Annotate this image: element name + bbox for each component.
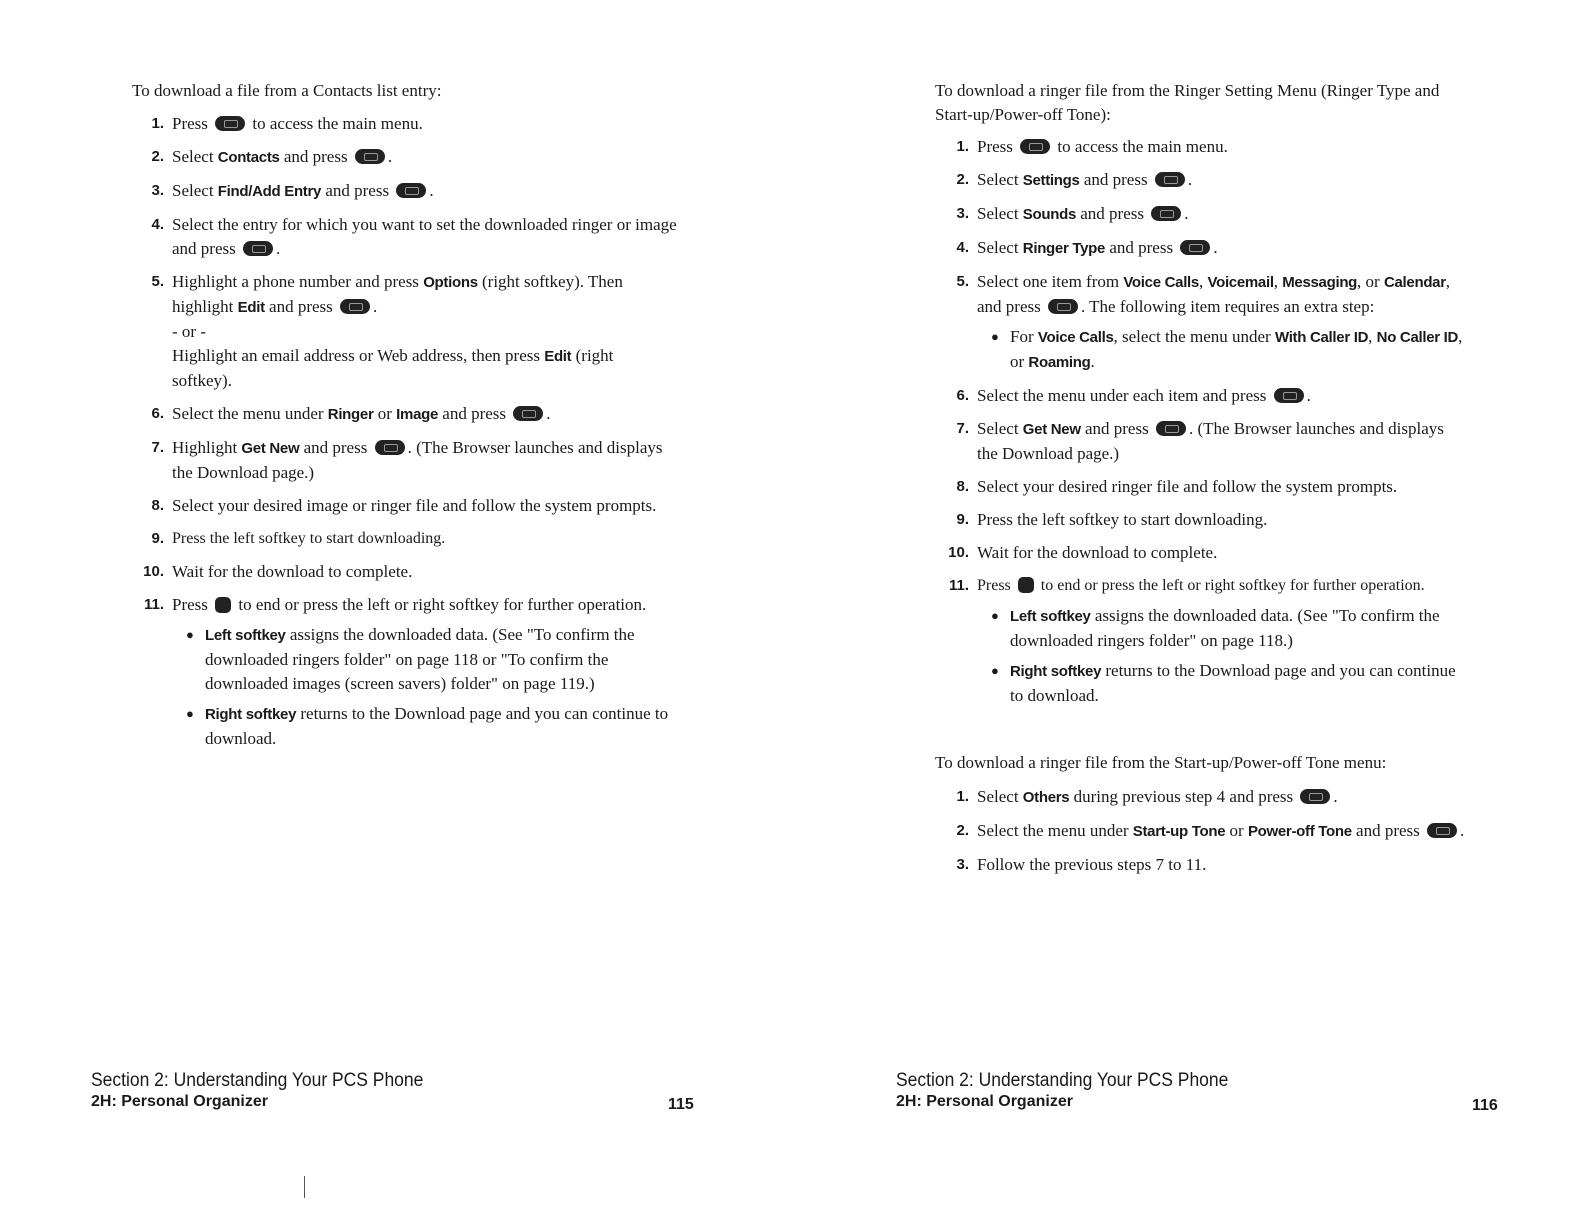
bullet-item: ● For Voice Calls, select the menu under With Caller ID, No Caller ID, or Roaming. [991, 327, 1463, 371]
page-number: 115 [668, 1096, 694, 1113]
bullet-item: ● Left softkey assigns the downloaded data. (See "To confirm the downloaded ringers folder" on page 118.) [991, 606, 1440, 650]
menu-ok-key-icon [1427, 823, 1457, 838]
bullet-list [172, 623, 677, 751]
step-6: 6. Select the menu under Ringer or Image and press . [151, 404, 551, 423]
menu-ok-key-icon [1048, 299, 1078, 314]
menu-ok-key-icon [355, 149, 385, 164]
step-11: 11. Press to end or press the left or right softkey for further operation. ● Left softkey assigns the downloaded data. (See "To confirm the downloaded ringers folder" on page 118.) ● Right softkey returns to the Download page and you can continue to download. [937, 574, 1467, 708]
menu-keyword: Settings [1022, 172, 1080, 189]
menu-ok-key-icon [375, 440, 405, 455]
menu-ok-key-icon [1020, 139, 1050, 154]
step-6: 6. Select the menu under each item and press . [956, 386, 1311, 405]
step-9: 9. Press the left softkey to start downloading. [151, 530, 446, 547]
page-number: 116 [1472, 1097, 1498, 1114]
bullet-icon: ● [186, 627, 194, 642]
menu-ok-key-icon [1151, 206, 1181, 221]
menu-ok-key-icon [1300, 789, 1330, 804]
menu-keyword: Calendar [1383, 274, 1446, 291]
step-1: 1. Press to access the main menu. [956, 137, 1228, 156]
step-10: 10. Wait for the download to complete. [948, 543, 1218, 562]
right-page [792, 0, 1584, 1224]
section-subtitle: 2H: Personal Organizer [896, 1093, 1073, 1110]
menu-ok-key-icon [1156, 421, 1186, 436]
bullet-icon: ● [991, 663, 999, 678]
intro-text: To download a file from a Contacts list entry: [132, 81, 442, 100]
intro-text-2: To download a ringer file from the Start-up/Power-off Tone menu: [935, 753, 1387, 772]
menu-keyword: Messaging [1282, 274, 1358, 291]
menu-ok-key-icon [1274, 388, 1304, 403]
menu-ok-key-icon [215, 116, 245, 131]
step-9: 9. Press the left softkey to start downloading. [956, 510, 1268, 529]
section-subtitle: 2H: Personal Organizer [91, 1093, 268, 1110]
bullet-icon: ● [991, 329, 999, 344]
step-2: 2. Select Contacts and press . [151, 147, 393, 166]
step-4: 4. Select the entry for which you want to set the downloaded ringer or image and press . [151, 215, 677, 258]
menu-keyword: Voicemail [1207, 274, 1274, 291]
step-7: 7. Select Get New and press . (The Browser launches and displays the Download page.) [956, 419, 1444, 463]
bullet-item: ● Right softkey returns to the Download page and you can continue to download. [991, 661, 1456, 705]
bullet-list [977, 604, 1467, 708]
menu-keyword: Sounds [1022, 206, 1076, 223]
bullet-item: ● Left softkey assigns the downloaded data. (See "To confirm the downloaded ringers folder" on page 118 or "To confirm the downloaded images (screen savers) folder" on page 119.) [186, 625, 635, 693]
section-title: Section 2: Understanding Your PCS Phone [896, 1070, 1229, 1091]
menu-keyword: Get New [1022, 421, 1081, 438]
menu-ok-key-icon [513, 406, 543, 421]
menu-keyword: Power-off Tone [1247, 823, 1352, 840]
step-8: 8. Select your desired image or ringer file and follow the system prompts. [151, 496, 657, 515]
or-separator: - or - [172, 322, 206, 341]
menu-keyword: Edit [544, 348, 572, 365]
step-1: 1. Press to access the main menu. [132, 112, 677, 136]
step-number: 1. [151, 115, 164, 132]
menu-keyword: Find/Add Entry [217, 183, 322, 200]
end-key-icon [215, 597, 231, 613]
menu-keyword: Ringer Type [1022, 240, 1106, 257]
menu-ok-key-icon [1155, 172, 1185, 187]
menu-keyword: Image [396, 406, 439, 423]
menu-keyword: Voice Calls [1123, 274, 1199, 291]
step-1: 1. Select Others during previous step 4 and press . [956, 787, 1338, 806]
step-5: 5. Select one item from Voice Calls, Voicemail, Messaging, or Calendar, and press . The following item requires an extra step: ● For Voice Calls, select the menu under With Caller ID, No Caller ID, or Roaming. [937, 270, 1467, 375]
step-10: 10. Wait for the download to complete. [143, 562, 413, 581]
step-2: 2. Select Settings and press . [956, 170, 1193, 189]
step-5: 5. Highlight a phone number and press Options (right softkey). Then highlight Edit and press . - or - Highlight an email address or Web address, then press Edit (right softkey). [151, 272, 623, 390]
step-8: 8. Select your desired ringer file and follow the system prompts. [956, 477, 1398, 496]
step-3: 3. Select Sounds and press . [956, 204, 1189, 223]
menu-keyword: Options [423, 274, 478, 291]
end-key-icon [1018, 577, 1034, 593]
bullet-icon: ● [186, 706, 194, 721]
step-7: 7. Highlight Get New and press . (The Browser launches and displays the Download page.) [151, 438, 663, 482]
menu-ok-key-icon [1180, 240, 1210, 255]
page-footer [896, 1070, 1257, 1111]
crop-mark [304, 1176, 305, 1198]
bullet-item: ● Right softkey returns to the Download page and you can continue to download. [186, 704, 669, 748]
menu-ok-key-icon [340, 299, 370, 314]
menu-keyword: Edit [237, 299, 265, 316]
step-4: 4. Select Ringer Type and press . [956, 238, 1218, 257]
menu-keyword: Contacts [217, 149, 280, 166]
menu-keyword: Others [1022, 789, 1070, 806]
intro-text: To download a ringer file from the Ringer Setting Menu (Ringer Type and Start-up/Power-off Tone): [935, 81, 1440, 124]
steps-list-2 [937, 785, 1467, 886]
section-title: Section 2: Understanding Your PCS Phone [91, 1070, 424, 1091]
bullet-list [977, 325, 1467, 375]
page-footer [91, 1070, 452, 1111]
step-11: 11. Press to end or press the left or right softkey for further operation. ● Left softkey assigns the downloaded data. (See "To confirm the downloaded ringers folder" on page 118 or "To confirm the downloaded images (screen savers) folder" on page 119.) ● Right softkey returns to the Download page and you can continue to download. [132, 593, 677, 751]
bullet-icon: ● [991, 608, 999, 623]
menu-keyword: Get New [241, 440, 300, 457]
menu-keyword: Ringer [327, 406, 374, 423]
steps-list [937, 135, 1467, 717]
menu-ok-key-icon [396, 183, 426, 198]
steps-list [132, 112, 677, 760]
step-2: 2. Select the menu under Start-up Tone or Power-off Tone and press . [956, 821, 1465, 840]
menu-keyword: Start-up Tone [1132, 823, 1226, 840]
step-3: 3. Select Find/Add Entry and press . [151, 181, 434, 200]
step-3: 3. Follow the previous steps 7 to 11. [956, 855, 1207, 874]
menu-ok-key-icon [243, 241, 273, 256]
